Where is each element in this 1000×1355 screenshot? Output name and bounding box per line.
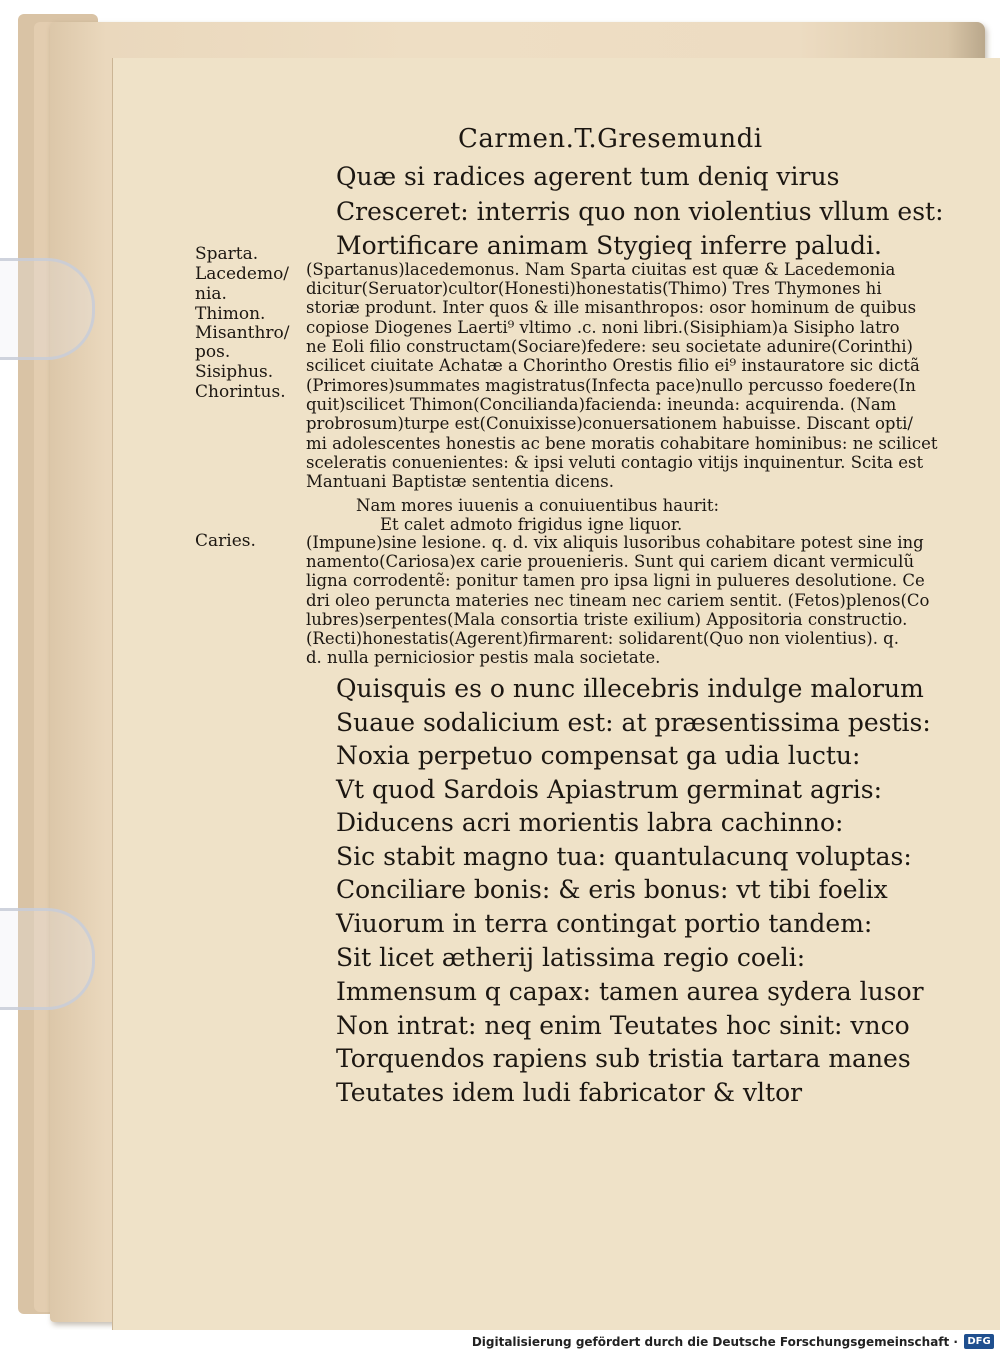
verse-line: Quisquis es o nunc illecebris indulge malorum (336, 674, 924, 703)
verse-line: Sic stabit magno tua: quantulacunq voluptas: (336, 842, 912, 871)
gloss-line: ne Eoli filio constructam(Sociare)federe: seu societate adunire(Corinthi) (306, 337, 913, 356)
verse-line: Teutates idem ludi fabricator & vltor (336, 1078, 803, 1107)
verse-line: Conciliare bonis: & eris bonus: vt tibi foelix (336, 875, 888, 904)
gloss-line: dri oleo peruncta materies nec tineam nec cariem sentit. (Fetos)plenos(Co (306, 591, 930, 610)
gloss-line: d. nulla perniciosior pestis mala societate. (306, 648, 661, 667)
margin-note: nia. (195, 284, 227, 304)
margin-note: Sparta. (195, 244, 259, 264)
margin-note: Chorintus. (195, 382, 286, 402)
gloss-line: (Impune)sine lesione. q. d. vix aliquis lusoribus cohabitare potest sine ing (306, 533, 924, 552)
gloss-line: namento(Cariosa)ex carie prouenieris. Sunt qui cariem dicant vermiculũ (306, 552, 915, 571)
gloss-line: Mantuani Baptistæ sententia dicens. (306, 472, 614, 491)
verse-line: Cresceret: interris quo non violentius vllum est: (336, 197, 944, 226)
dfg-logo-icon: DFG (964, 1334, 994, 1349)
verse-line: Suaue sodalicium est: at præsentissima pestis: (336, 708, 931, 737)
verse-line: Viuorum in terra contingat portio tandem: (336, 909, 873, 938)
paper-clip-icon (0, 908, 95, 1010)
gloss-line: lubres)serpentes(Mala consortia triste exilium) Appositoria constructio. (306, 610, 908, 629)
running-header: Carmen.T.Gresemundi (458, 124, 763, 154)
quote-line: Nam mores iuuenis a conuiuentibus haurit: (356, 496, 720, 515)
verse-line: Torquendos rapiens sub tristia tartara manes (336, 1044, 911, 1073)
verse-line: Immensum q capax: tamen aurea sydera lusor (336, 977, 924, 1006)
gloss-line: (Recti)honestatis(Agerent)firmarent: solidarent(Quo non violentius). q. (306, 629, 899, 648)
margin-note: Caries. (195, 531, 256, 551)
margin-note: pos. (195, 342, 231, 362)
gloss-line: ligna corrodentẽ: ponitur tamen pro ipsa ligni in pulueres desolutione. Ce (306, 571, 925, 590)
verse-line: Quæ si radices agerent tum deniq virus (336, 162, 840, 191)
gloss-line: mi adolescentes honestis ac bene moratis cohabitare hominibus: ne scilicet (306, 434, 938, 453)
gloss-line: sceleratis conuenientes: & ipsi veluti contagio vitijs inquinentur. Scita est (306, 453, 924, 472)
paper-clip-icon (0, 258, 95, 360)
verse-line: Non intrat: neq enim Teutates hoc sinit: vnco (336, 1011, 910, 1040)
quote-line: Et calet admoto frigidus igne liquor. (380, 515, 683, 534)
gloss-line: (Spartanus)lacedemonus. Nam Sparta ciuitas est quæ & Lacedemonia (306, 260, 896, 279)
gloss-line: quit)scilicet Thimon(Concilianda)facienda: ineunda: acquirenda. (Nam (306, 395, 897, 414)
footer-bar (0, 1330, 1000, 1355)
funding-credit: Digitalisierung gefördert durch die Deutsche Forschungsgemeinschaft · (471, 1335, 958, 1349)
margin-note: Thimon. (195, 304, 266, 324)
gloss-line: probrosum)turpe est(Conuixisse)conuersationem habuisse. Discant opti/ (306, 414, 913, 433)
margin-note: Lacedemo/ (195, 264, 290, 284)
margin-note: Misanthro/ (195, 323, 290, 343)
gloss-line: storiæ produnt. Inter quos & ille misanthropos: osor hominum de quibus (306, 298, 917, 317)
gloss-line: copiose Diogenes Laerti⁹ vltimo .c. noni libri.(Sisiphiam)a Sisipho latro (306, 318, 900, 337)
gloss-line: scilicet ciuitate Achatæ a Chorintho Orestis filio ei⁹ instauratore sic dictã (306, 356, 920, 375)
verse-line: Diducens acri morientis labra cachinno: (336, 808, 844, 837)
verse-line: Sit licet ætherij latissima regio coeli: (336, 943, 806, 972)
verse-line: Vt quod Sardois Apiastrum germinat agris: (336, 775, 883, 804)
verse-line: Noxia perpetuo compensat ga udia luctu: (336, 741, 861, 770)
verse-line: Mortificare animam Stygieq inferre paludi. (336, 231, 882, 260)
gloss-line: dicitur(Seruator)cultor(Honesti)honestatis(Thimo) Tres Thymones hi (306, 279, 882, 298)
margin-note: Sisiphus. (195, 362, 274, 382)
gloss-line: (Primores)summates magistratus(Infecta pace)nullo percusso foedere(In (306, 376, 916, 395)
